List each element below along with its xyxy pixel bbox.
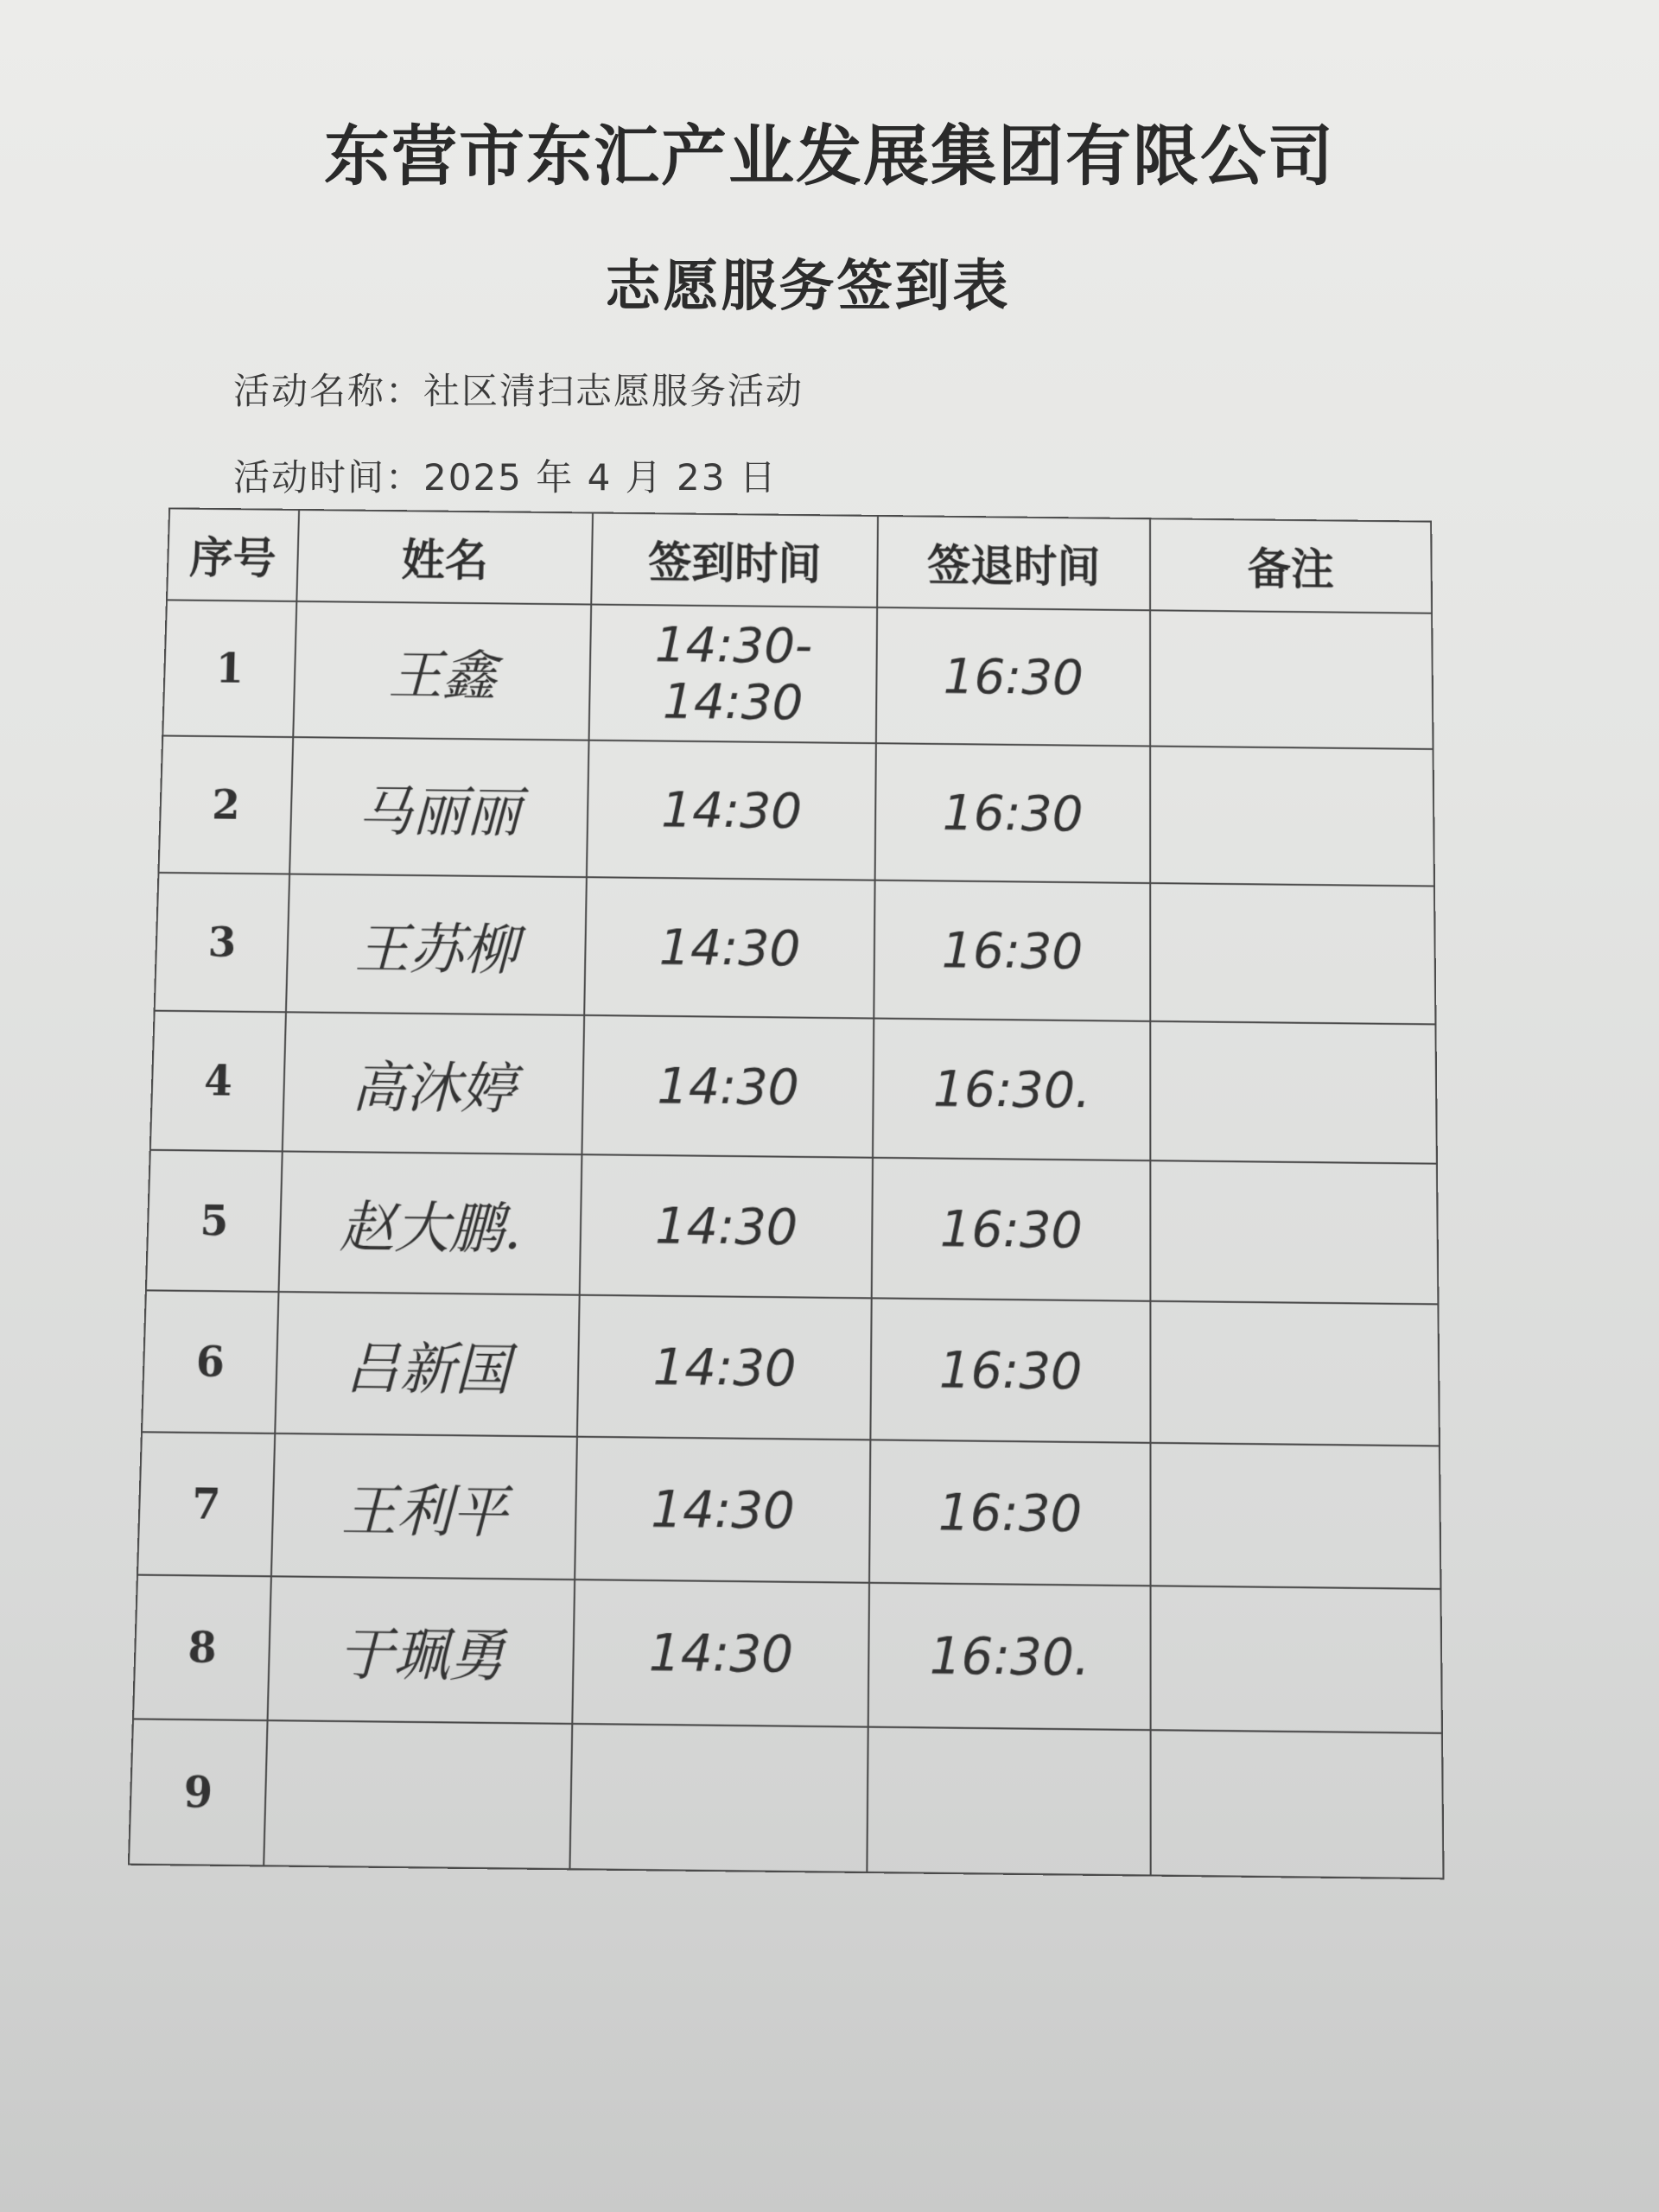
table-row xyxy=(158,735,1434,886)
row-note xyxy=(1151,1730,1444,1878)
row-name: 王苏柳 xyxy=(286,874,587,1015)
table-row xyxy=(129,1719,1444,1878)
row-note xyxy=(1150,1301,1440,1446)
row-sign-out xyxy=(867,1727,1150,1876)
row-note xyxy=(1150,883,1435,1024)
table-row xyxy=(142,1290,1440,1446)
row-sign-in: 14:30 xyxy=(572,1580,869,1727)
row-name: 吕新国 xyxy=(275,1292,579,1437)
header-index: 序号 xyxy=(167,508,299,601)
row-note xyxy=(1150,1443,1440,1589)
form-title: 志愿服务签到表 xyxy=(605,254,1011,319)
table-row xyxy=(137,1432,1440,1589)
activity-name: 活动名称：社区清扫志愿服务活动 xyxy=(233,370,804,412)
row-sign-out: 16:30. xyxy=(873,1019,1150,1161)
header-name: 姓名 xyxy=(296,510,593,605)
row-index: 3 xyxy=(155,873,289,1012)
table-header-row xyxy=(167,508,1432,613)
row-sign-in xyxy=(569,1724,868,1872)
row-note xyxy=(1150,1021,1437,1164)
row-sign-out: 16:30 xyxy=(876,607,1150,747)
row-index: 5 xyxy=(146,1150,283,1292)
row-index: 2 xyxy=(158,735,293,874)
row-note xyxy=(1150,610,1433,749)
row-sign-in: 14:30 xyxy=(575,1437,870,1583)
row-sign-out: 16:30 xyxy=(874,880,1150,1021)
row-sign-out: 16:30 xyxy=(872,1158,1151,1301)
row-name: 于珮勇 xyxy=(268,1576,575,1724)
row-sign-in: 14:30 xyxy=(577,1295,872,1440)
table-row xyxy=(146,1150,1439,1305)
row-sign-in: 14:30 xyxy=(584,877,874,1018)
header-sign-out: 签退时间 xyxy=(877,516,1150,610)
signin-table xyxy=(128,507,1445,1879)
row-sign-in: 14:30 xyxy=(587,741,876,880)
row-index: 6 xyxy=(142,1290,279,1433)
row-index: 7 xyxy=(137,1432,275,1576)
row-name xyxy=(264,1720,572,1869)
company-title: 东营市东汇产业发展集团有限公司 xyxy=(324,118,1335,194)
row-sign-out: 16:30 xyxy=(869,1440,1150,1586)
row-index: 1 xyxy=(162,600,296,737)
row-note xyxy=(1151,1586,1442,1733)
row-sign-out: 16:30 xyxy=(875,743,1151,883)
row-name: 王鑫 xyxy=(293,601,591,741)
row-index: 8 xyxy=(133,1575,271,1720)
row-index: 4 xyxy=(150,1011,286,1152)
table-row xyxy=(155,873,1436,1025)
table-row xyxy=(150,1011,1437,1164)
row-name: 高沐婷 xyxy=(283,1012,584,1154)
row-name: 赵大鹏. xyxy=(279,1151,582,1294)
row-name: 王利平 xyxy=(271,1433,577,1580)
table-row xyxy=(133,1575,1442,1733)
table-row xyxy=(162,600,1433,749)
row-name: 马丽丽 xyxy=(289,737,588,877)
row-sign-in: 14:30 xyxy=(582,1015,874,1158)
activity-time: 活动时间：2025 年 4 月 23 日 xyxy=(233,456,778,499)
row-sign-out: 16:30. xyxy=(868,1583,1151,1730)
header-note: 备注 xyxy=(1150,518,1432,613)
signin-sheet xyxy=(128,507,1443,1879)
row-note xyxy=(1150,747,1434,887)
row-sign-in: 14:30-14:30 xyxy=(589,605,878,744)
header-sign-in: 签到时间 xyxy=(591,513,878,607)
row-sign-out: 16:30 xyxy=(870,1298,1150,1442)
row-index: 9 xyxy=(129,1719,268,1866)
row-note xyxy=(1150,1160,1438,1304)
row-sign-in: 14:30 xyxy=(580,1154,873,1298)
